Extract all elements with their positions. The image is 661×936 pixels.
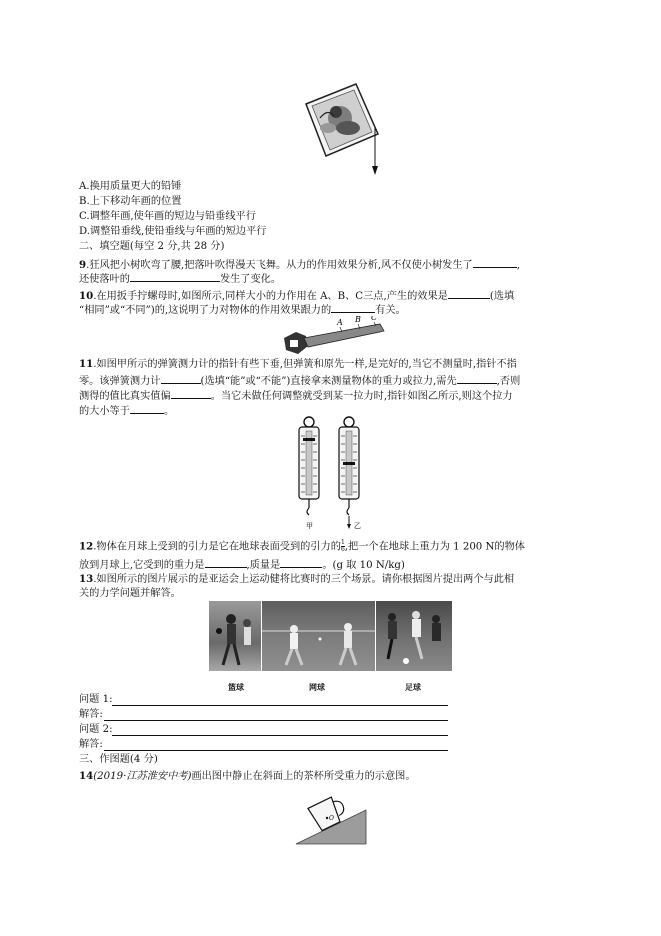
point-a-label: A	[337, 318, 343, 327]
question-11-text-4b: 。	[163, 406, 175, 417]
tennis-photo	[262, 601, 375, 671]
point-c-label: C	[371, 316, 378, 322]
fraction-numerator: 1	[340, 539, 345, 546]
tilted-painting	[306, 84, 378, 156]
answer-line-question-1[interactable]	[112, 705, 448, 706]
question-13-number: 13	[79, 573, 94, 585]
answer-blank[interactable]	[161, 373, 201, 384]
question-11-text-4a: 的大小等于	[79, 406, 130, 417]
answer-line-question-2[interactable]	[112, 735, 448, 736]
section-fill-in-heading: 二、填空题(每空 2 分,共 28 分)	[79, 241, 225, 252]
question-11-line3	[79, 388, 513, 403]
question-11-number: 11	[79, 358, 94, 370]
answer-blank[interactable]	[448, 288, 490, 299]
question-12-line1	[79, 540, 525, 554]
question-13-text-1: .如图所示的图片展示的是亚运会上运动健将比赛时的三个场景。请你根据图片提出两个与此相	[93, 574, 515, 585]
question-9-line1: 9.狂风把小树吹弯了腰,把落叶吹得漫天飞舞。从力的作用效果分析,风不仅使小树发生了 ,	[79, 259, 520, 271]
question-12-text-1b: ,把一个在地球上重力为 1 200 N的物体	[344, 541, 525, 553]
spring-scale-jia	[299, 417, 319, 515]
question-14-source: (2019·江苏淮安中考)	[93, 771, 192, 782]
answer-blank[interactable]	[280, 557, 322, 568]
wrench-figure	[282, 316, 392, 358]
point-o-label: O	[329, 815, 334, 822]
basketball-photo	[209, 601, 261, 671]
question-12-text-2c: 。(g 取 10 N/kg)	[322, 560, 405, 571]
answer-blank[interactable]	[331, 302, 375, 313]
question-10-line1	[79, 288, 514, 303]
answer-2-label: 解答:	[79, 739, 103, 750]
question-11-text-1: .如图甲所示的弹簧测力计的指针有些下垂,但弹簧和原先一样,是完好的,当它不测量时,指针不指	[93, 359, 517, 370]
answer-blank[interactable]	[457, 373, 497, 384]
question-11-line2	[79, 373, 520, 388]
question-13-line1	[79, 573, 514, 586]
option-d: D.调整铅垂线,使铅垂线与年画的短边平行	[79, 226, 267, 237]
spring-scale-yi	[339, 417, 359, 529]
answer-blank[interactable]	[473, 257, 517, 268]
question-12-line2	[79, 557, 405, 572]
question-10-line2	[79, 302, 406, 317]
question-12-text-2b: ,质量是	[246, 560, 281, 571]
question-11-text-2a: 零。该弹簧测力计	[79, 376, 161, 387]
wrench	[284, 324, 384, 354]
center-of-gravity-point	[326, 817, 328, 819]
question-9-number: 9	[79, 259, 87, 271]
question-11-text-2c: ,否则	[496, 376, 521, 387]
caption-football: 足球	[405, 682, 421, 692]
caption-basketball: 篮球	[228, 682, 244, 692]
question-1-label: 问题 1:	[79, 694, 113, 705]
question-10-text-1a: .在用扳手拧螺母时,如图所示,同样大小的力作用在 A、B、C三点,产生的效果是	[93, 291, 448, 302]
new-year-painting-figure	[296, 82, 386, 178]
question-10-text-2a: “相同”或“不同”)的,这说明了力对物体的作用效果跟力的	[79, 305, 332, 316]
question-11-text-3a: 测得的值比真实值偏	[79, 391, 171, 402]
point-b-label: B	[355, 316, 361, 324]
label-yi: 乙	[354, 522, 361, 530]
question-9-text-2a: 还使落叶的	[79, 274, 130, 285]
question-14-text: 画出图中静止在斜面上的茶杯所受重力的示意图。	[191, 771, 416, 782]
incline-cup-figure	[294, 786, 370, 848]
question-12-text-1a: .物体在月球上受到的引力是它在地球表面受到的引力的	[93, 541, 341, 553]
spring-scales-figure	[294, 416, 370, 530]
question-12-number: 12	[79, 540, 94, 553]
question-14-line1	[79, 770, 416, 783]
question-11-line4	[79, 403, 174, 418]
answer-blank[interactable]	[130, 403, 164, 414]
question-12-text-2a: 放到月球上,它受到的重力是	[79, 560, 205, 571]
question-9-text: .狂风把小树吹弯了腰,把落叶吹得漫天飞舞。从力的作用效果分析,风不仅使小树发生了	[86, 260, 473, 271]
answer-blank[interactable]	[130, 271, 220, 282]
caption-tennis: 网球	[309, 682, 325, 692]
answer-1-label: 解答:	[79, 709, 103, 720]
question-2-label: 问题 2:	[79, 724, 113, 735]
question-14-number: 14	[79, 770, 94, 782]
answer-blank[interactable]	[171, 388, 211, 399]
label-jia: 甲	[306, 522, 313, 530]
answer-line-answer-2[interactable]	[104, 750, 448, 751]
question-10-text-1b: (选填	[489, 291, 515, 302]
answer-blank[interactable]	[205, 557, 247, 568]
question-10-text-2b: 有关。	[375, 305, 406, 316]
football-photo	[376, 601, 452, 671]
question-11-line1	[79, 358, 517, 371]
question-11-text-2b: (选填“能”或“不能”)直接拿来测量物体的重力或拉力,需先	[200, 376, 457, 387]
question-13-line2: 关的力学问题并解答。	[79, 588, 181, 599]
question-9-text-2b: 发生了变化。	[219, 274, 282, 285]
fraction-denominator: 6	[340, 546, 345, 553]
option-b: B.上下移动年画的位置	[79, 196, 182, 207]
section-drawing-heading: 三、作图题(4 分)	[79, 754, 158, 765]
question-10-number: 10	[79, 290, 94, 302]
option-a: A.换用质量更大的铅锤	[79, 181, 182, 192]
question-9-line2	[79, 271, 281, 286]
option-c: C.调整年画,使年画的短边与铅垂线平行	[79, 211, 256, 222]
question-11-text-3b: 。当它未做任何调整就受到某一拉力时,指针如图乙所示,则这个拉力	[210, 391, 513, 402]
answer-line-answer-1[interactable]	[104, 720, 448, 721]
